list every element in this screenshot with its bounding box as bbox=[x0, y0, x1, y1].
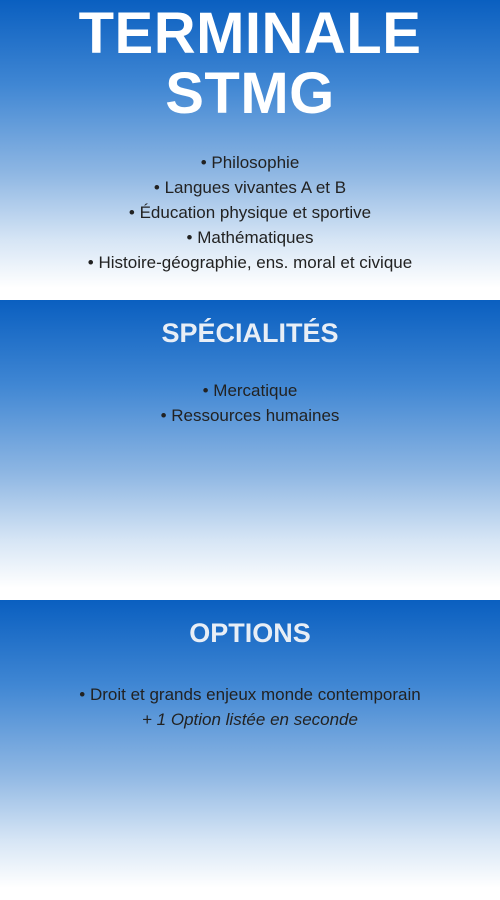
list-item: • Langues vivantes A et B bbox=[153, 178, 347, 197]
list-item: • Histoire-géographie, ens. moral et civique bbox=[87, 253, 413, 272]
core-subjects-panel bbox=[0, 0, 500, 300]
page-title bbox=[0, 0, 500, 124]
options-title: OPTIONS bbox=[189, 618, 311, 648]
specialites-title: SPÉCIALITÉS bbox=[161, 318, 339, 348]
list-item: • Ressources humaines bbox=[160, 406, 340, 425]
list-item: • Droit et grands enjeux monde contemporain bbox=[79, 685, 421, 704]
options-panel bbox=[0, 600, 500, 900]
options-list bbox=[0, 682, 500, 732]
core-subjects-list bbox=[0, 150, 500, 275]
list-item: • Mathématiques bbox=[186, 228, 314, 247]
extra-option-note: + 1 Option listée en seconde bbox=[142, 710, 358, 729]
title-line-stmg: STMG bbox=[165, 61, 335, 126]
list-item: • Mercatique bbox=[202, 381, 298, 400]
title-line-terminale: TERMINALE bbox=[78, 1, 422, 66]
list-item: • Philosophie bbox=[200, 153, 300, 172]
specialites-panel bbox=[0, 300, 500, 600]
specialites-list bbox=[0, 378, 500, 428]
list-item: • Éducation physique et sportive bbox=[128, 203, 372, 222]
